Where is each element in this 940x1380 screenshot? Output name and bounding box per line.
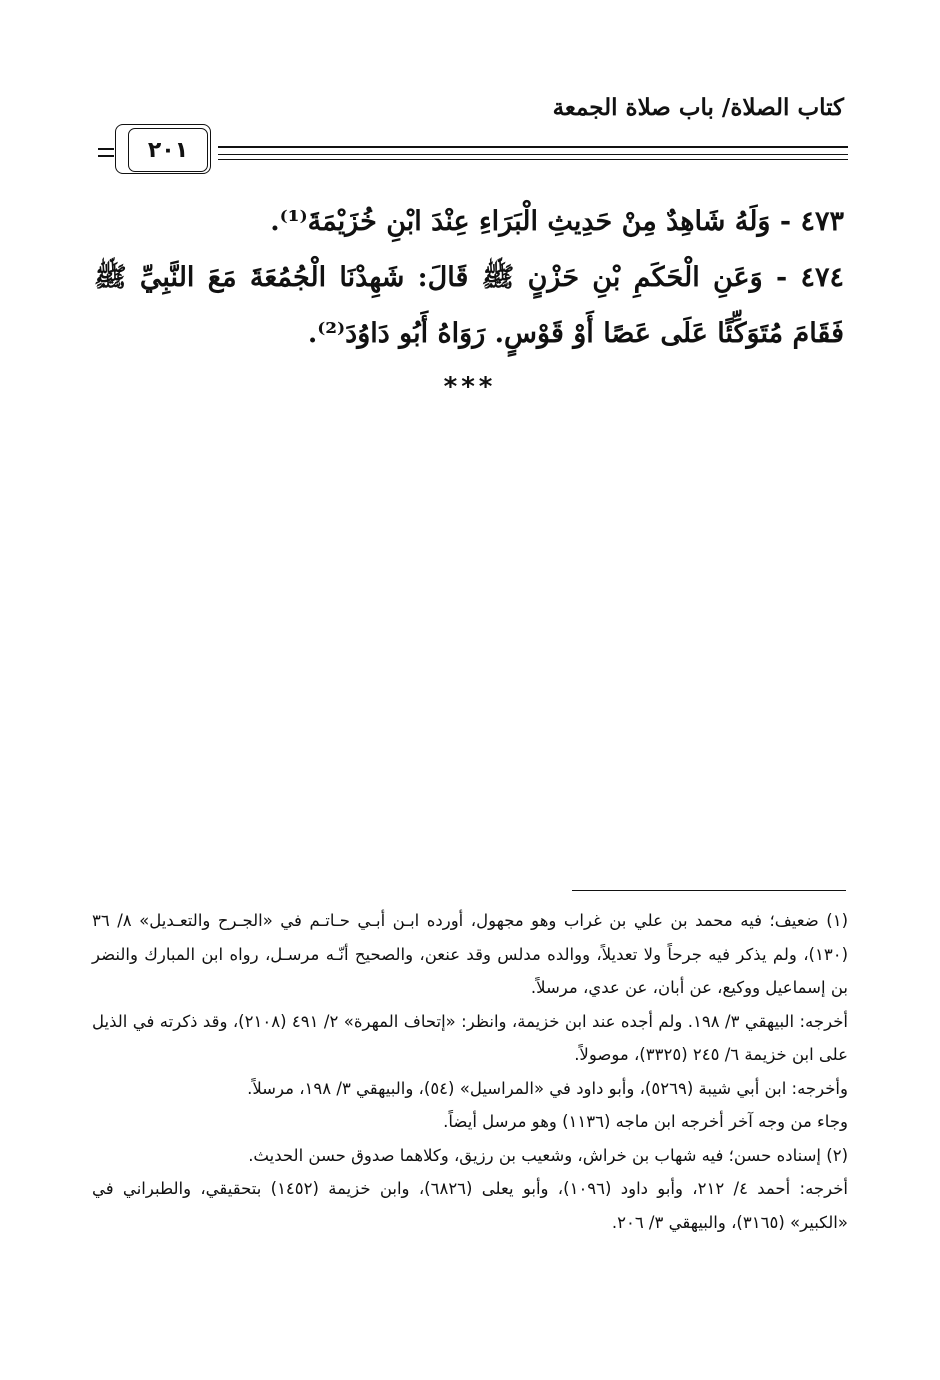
running-title: كتاب الصلاة/ باب صلاة الجمعة xyxy=(552,94,844,121)
footnote-2: (٢) إسناده حسن؛ فيه شهاب بن خراش، وشعيب بن رزيق، وكلاهما صدوق حسن الحديث. xyxy=(248,1145,848,1165)
hadith-474: ٤٧٤ - وَعَنِ الْحَكَمِ بْنِ حَزْنٍ ﷺ قَالَ: شَهِدْنَا الْجُمُعَةَ مَعَ النَّبِيِّ ﷺ فَقَامَ مُتَوَكِّئًا عَلَى عَصًا أَوْ قَوْسٍ. رَوَاهُ أَبُو دَاوُدَ⁽²⁾. xyxy=(94,262,844,349)
footnote-1-takhrij: أخرجه: البيهقي ٣/ ١٩٨. ولم أجده عند ابن خزيمة، وانظر: «إتحاف المهرة» ٢/ ٤٩١ (٢١٠٨)، وقد ذكرته في الذيل على ابن خزيمة ٦/ ٢٤٥ (٣٣٢٥)، موصولاً. xyxy=(92,1011,848,1064)
footnote-1-mursal: وأخرجه: ابن أبي شيبة (٥٢٦٩)، وأبو داود في «المراسيل» (٥٤)، والبيهقي ٣/ ١٩٨، مرسلاً. xyxy=(247,1078,848,1098)
footnote-1-other-route: وجاء من وجه آخر أخرجه ابن ماجه (١١٣٦) وهو مرسل أيضاً. xyxy=(443,1112,848,1131)
footnote-divider xyxy=(572,890,846,891)
footnote-1: (١) ضعيف؛ فيه محمد بن علي بن غراب وهو مجهول، أورده ابـن أبـي حـاتـم في «الجـرح والتعـديل» ٨/ ٣٦ (١٣٠)، ولم يذكر فيه جرحاً ولا تعديلاً، ووالده مدلس وقد عنعن، والصحيح أنّـه مرسـل، رواه ابن المبارك والنضر بن إسماعيل ووكيع، عن أبان، عن عدي، مرسلاً. xyxy=(92,911,848,997)
header-rule-left xyxy=(98,140,114,168)
header-rule-right xyxy=(218,140,848,168)
page-number: ٢٠١ xyxy=(128,128,208,172)
footnotes xyxy=(92,904,848,1239)
section-separator: *** xyxy=(443,372,497,402)
hadith-473: ٤٧٣ - وَلَهُ شَاهِدٌ مِنْ حَدِيثِ الْبَرَاءِ عِنْدَ ابْنِ خُزَيْمَةَ⁽¹⁾. xyxy=(270,206,844,237)
footnote-2-takhrij: أخرجه: أحمد ٤/ ٢١٢، وأبو داود (١٠٩٦)، وأبو يعلى (٦٨٢٦)، وابن خزيمة (١٤٥٢) بتحقيقي، والطبراني في «الكبير» (٣١٦٥)، والبيهقي ٣/ ٢٠٦. xyxy=(92,1179,849,1232)
main-text xyxy=(94,194,844,362)
